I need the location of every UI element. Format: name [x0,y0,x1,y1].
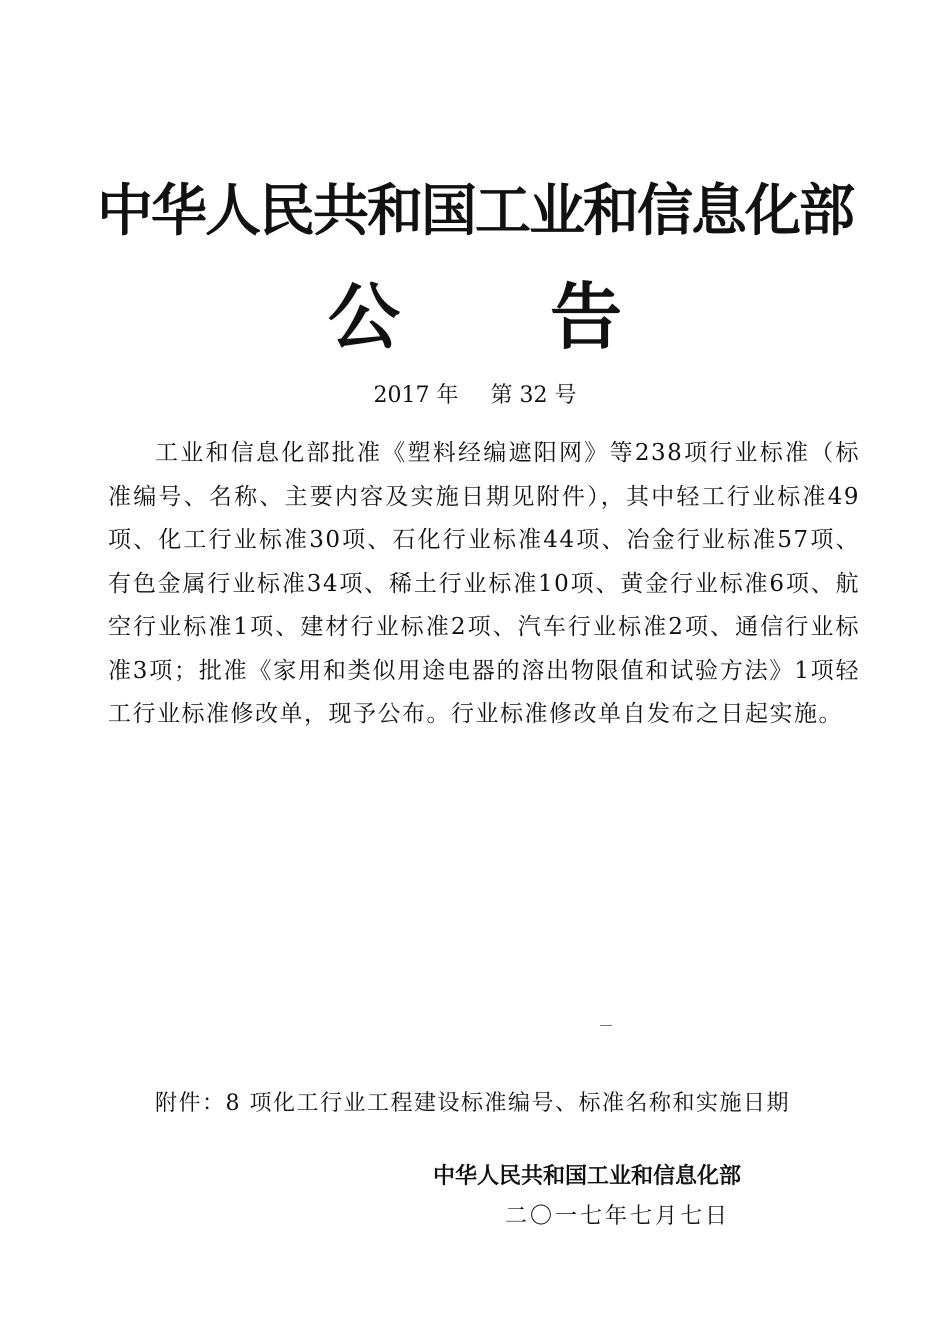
notice-heading [0,272,950,362]
announcement-year: 2017 年 [373,383,459,408]
notice-char-gao: 告 [550,275,623,359]
issue-date: 二〇一七年七月七日 [505,1204,731,1229]
announcement-body: 工业和信息化部批准《塑料经编遮阳网》等238项行业标准（标准编号、名称、主要内容及实施日期见附件），其中轻工行业标准49项、化工行业标准30项、石化行业标准44项、冶金行业标准57项、有色金属行业标准34项、稀土行业标准10项、黄金行业标准6项、航空行业标准1项、建材行业标准2项、汽车行业标准2项、通信行业标准3项；批准《家用和类似用途电器的溶出物限值和试验方法》1项轻工行业标准修改单，现予公布。行业标准修改单自发布之日起实施。 [108,440,860,727]
scan-mark [600,1025,612,1026]
announcement-issue: 第 32 号 [490,383,577,408]
notice-char-gong: 公 [327,275,400,359]
issuer-signature: 中华人民共和国工业和信息化部 [433,1164,742,1189]
ministry-title: 中华人民共和国工业和信息化部 [97,179,853,244]
attachment-line: 附件：8 项化工行业工程建设标准编号、标准名称和实施日期 [155,1091,790,1116]
announcement-number [0,380,950,412]
